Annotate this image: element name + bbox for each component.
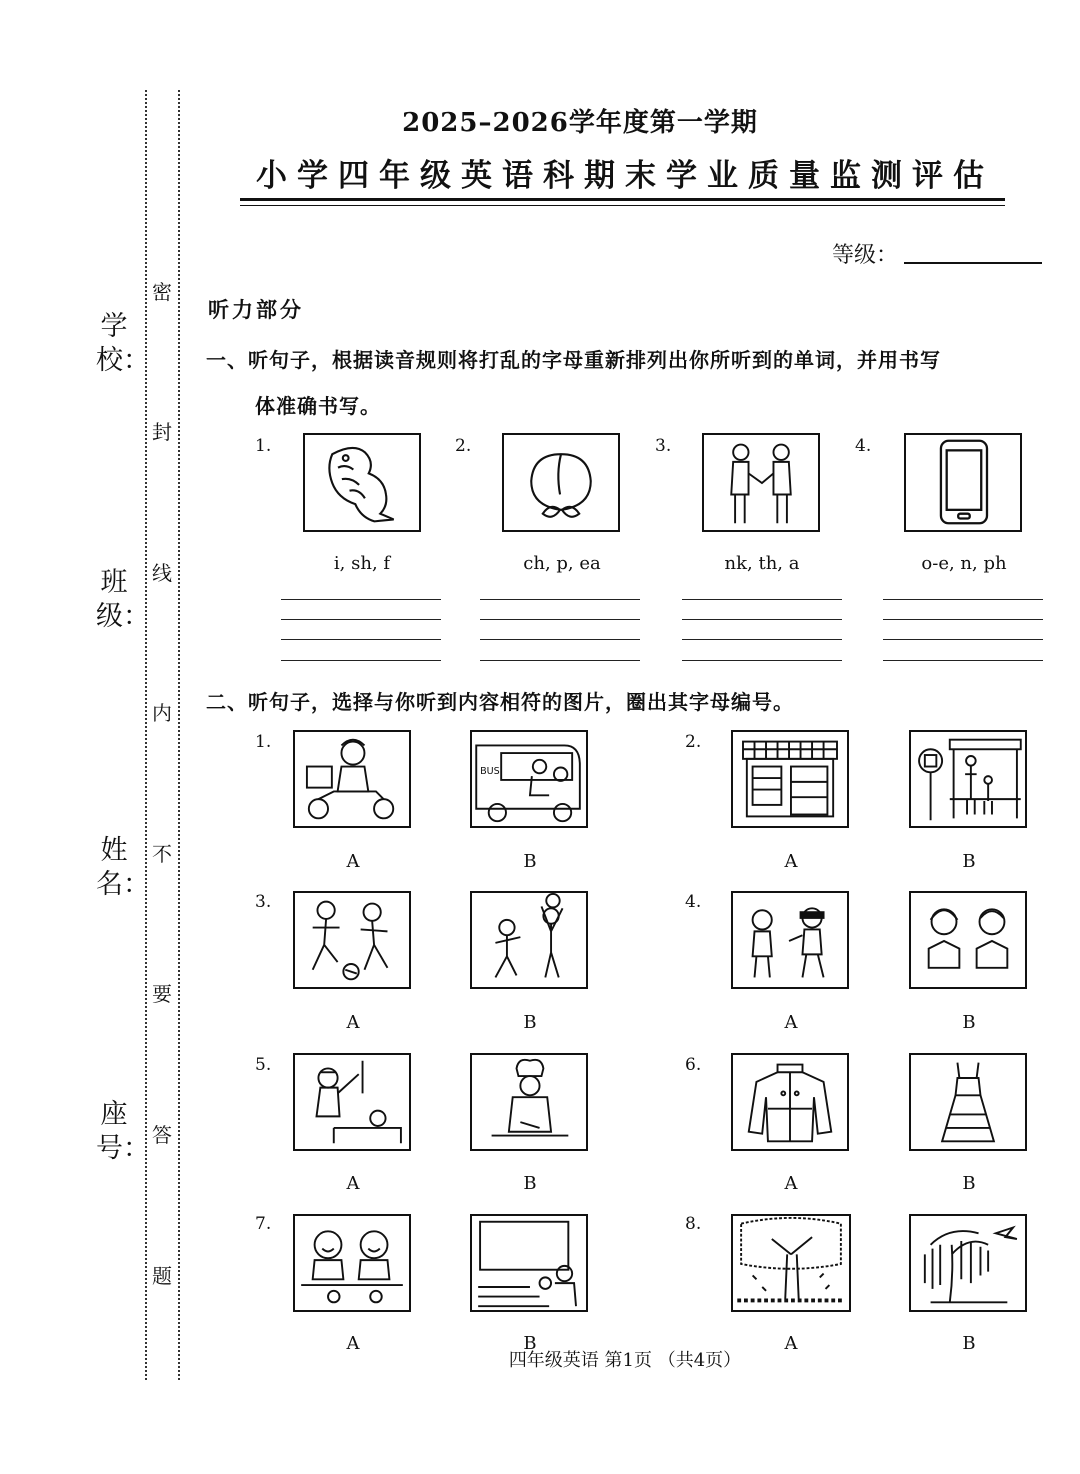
scrambled-letters: i, sh, f bbox=[333, 553, 391, 574]
drawing-pictures-icon bbox=[293, 1214, 411, 1312]
part1-item-number: 2. bbox=[455, 436, 472, 456]
seal-char: 内 bbox=[152, 701, 172, 725]
seat-number-label: 座号： bbox=[96, 1099, 150, 1164]
title-rule bbox=[240, 198, 1005, 201]
exam-title: 小学四年级英语科期末学业质量监测评估 bbox=[256, 158, 994, 194]
part2-item-number: 2. bbox=[685, 732, 702, 752]
part2-item-number: 4. bbox=[685, 892, 702, 912]
writing-line bbox=[682, 639, 842, 640]
seal-char: 题 bbox=[152, 1264, 172, 1288]
name-label: 姓名： bbox=[96, 835, 150, 900]
option-letter[interactable]: B bbox=[962, 1012, 976, 1033]
part2-item-number: 6. bbox=[685, 1055, 702, 1075]
part1-item-number: 3. bbox=[655, 436, 672, 456]
option-letter[interactable]: A bbox=[784, 1012, 798, 1033]
part2-instruction: 二、听句子，选择与你听到内容相符的图片，圈出其字母编号。 bbox=[206, 690, 794, 714]
playing-basketball-icon bbox=[470, 891, 588, 989]
part2-item-number: 1. bbox=[255, 732, 272, 752]
part1-item-number: 4. bbox=[855, 436, 872, 456]
seal-char: 要 bbox=[152, 982, 172, 1006]
seal-char: 密 bbox=[152, 280, 172, 304]
writing-line bbox=[682, 619, 842, 620]
playing-football-icon bbox=[293, 891, 411, 989]
seal-char: 答 bbox=[152, 1123, 172, 1147]
phone-icon bbox=[904, 433, 1022, 532]
scrambled-letters: nk, th, a bbox=[724, 553, 800, 574]
binding-line-left bbox=[145, 90, 147, 1380]
class-label: 班级： bbox=[96, 567, 150, 632]
dress-icon bbox=[909, 1053, 1027, 1151]
fish-icon bbox=[303, 433, 421, 532]
cook-icon bbox=[470, 1053, 588, 1151]
option-letter[interactable]: A bbox=[346, 851, 360, 872]
option-letter[interactable]: A bbox=[346, 1333, 360, 1354]
seal-char: 封 bbox=[152, 420, 172, 444]
option-letter[interactable]: B bbox=[523, 851, 537, 872]
part2-item-number: 7. bbox=[255, 1214, 272, 1234]
option-letter[interactable]: A bbox=[346, 1012, 360, 1033]
option-letter[interactable]: A bbox=[346, 1173, 360, 1194]
writing-line bbox=[480, 639, 640, 640]
option-letter[interactable]: B bbox=[523, 1173, 537, 1194]
bus-driver-icon bbox=[470, 730, 588, 828]
writing-line bbox=[682, 660, 842, 661]
option-letter[interactable]: A bbox=[784, 1173, 798, 1194]
part2-item-number: 5. bbox=[255, 1055, 272, 1075]
seal-char: 线 bbox=[152, 561, 172, 585]
writing-line bbox=[480, 599, 640, 600]
hide-and-seek-icon bbox=[731, 891, 849, 989]
part2-item-number: 8. bbox=[685, 1214, 702, 1234]
school-label: 学校： bbox=[96, 311, 150, 376]
svg-text:BUS: BUS bbox=[480, 766, 500, 778]
delivery-scooter-icon bbox=[293, 730, 411, 828]
nurse-icon bbox=[293, 1053, 411, 1151]
scrambled-letters: o-e, n, ph bbox=[921, 553, 1007, 574]
spring-willow-icon bbox=[909, 1214, 1027, 1312]
option-letter[interactable]: A bbox=[784, 851, 798, 872]
reading-books-icon bbox=[909, 891, 1027, 989]
writing-line bbox=[281, 639, 441, 640]
part1-item-number: 1. bbox=[255, 436, 272, 456]
part2-item-number: 3. bbox=[255, 892, 272, 912]
handshake-icon bbox=[702, 433, 820, 532]
writing-line bbox=[883, 639, 1043, 640]
option-letter[interactable]: B bbox=[962, 1333, 976, 1354]
option-letter[interactable]: B bbox=[962, 1173, 976, 1194]
title-rule-thin bbox=[240, 205, 1005, 206]
seal-char: 不 bbox=[152, 842, 172, 866]
option-letter[interactable]: A bbox=[784, 1333, 798, 1354]
writing-line bbox=[883, 619, 1043, 620]
part1-instruction: 一、听句子，根据读音规则将打乱的字母重新排列出你所听到的单词，并用书写 bbox=[206, 348, 941, 372]
exam-term-title: 2025–2026学年度第一学期 bbox=[402, 108, 758, 138]
grade-blank[interactable] bbox=[904, 262, 1042, 264]
coat-icon bbox=[731, 1053, 849, 1151]
option-letter[interactable]: B bbox=[523, 1333, 537, 1354]
writing-line bbox=[480, 619, 640, 620]
grade-label: 等级： bbox=[832, 243, 899, 268]
writing-line bbox=[883, 660, 1043, 661]
option-letter[interactable]: B bbox=[523, 1012, 537, 1033]
writing-line bbox=[682, 599, 842, 600]
binding-line-right bbox=[178, 90, 180, 1380]
autumn-tree-icon bbox=[731, 1214, 851, 1312]
shop-icon bbox=[731, 730, 849, 828]
bus-stop-icon bbox=[909, 730, 1027, 828]
writing-line bbox=[480, 660, 640, 661]
writing-line bbox=[281, 660, 441, 661]
peach-icon bbox=[502, 433, 620, 532]
watching-film-icon bbox=[470, 1214, 588, 1312]
part1-instruction-cont: 体准确书写。 bbox=[255, 394, 381, 418]
option-letter[interactable]: B bbox=[962, 851, 976, 872]
scrambled-letters: ch, p, ea bbox=[523, 553, 601, 574]
writing-line bbox=[281, 599, 441, 600]
writing-line bbox=[883, 599, 1043, 600]
writing-line bbox=[281, 619, 441, 620]
listening-section-title: 听力部分 bbox=[208, 297, 304, 322]
page-footer: 四年级英语 第1页 （共4页） bbox=[508, 1350, 742, 1371]
